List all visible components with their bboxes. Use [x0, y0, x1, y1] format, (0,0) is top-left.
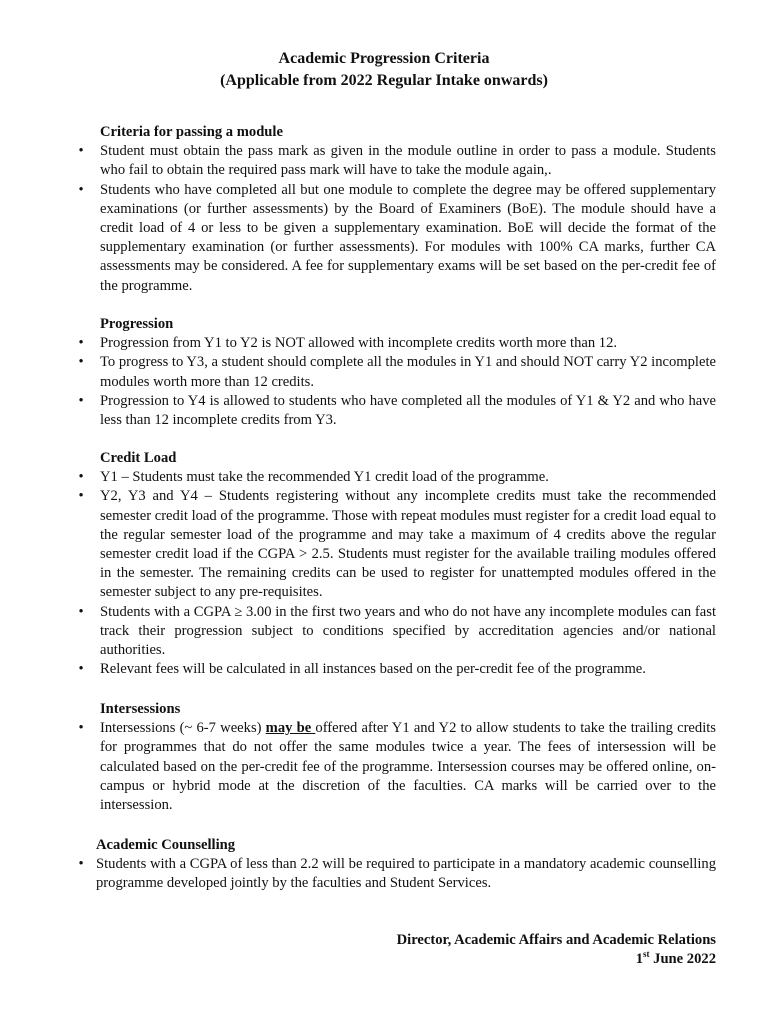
list-item-text: Students with a CGPA ≥ 3.00 in the first two years and who do not have any incomplete modules can fast track their progression subject to conditions specified by accreditation agencies and/or national authorities. [100, 603, 716, 659]
section-credit-load [0, 449, 768, 679]
section-heading-progression: Progression [100, 316, 174, 332]
passing-list [0, 142, 768, 296]
page-title: Academic Progression Criteria [278, 50, 490, 67]
signature-title: Director, Academic Affairs and Academic Relations [396, 932, 716, 948]
page-subtitle: (Applicable from 2022 Regular Intake onwards) [220, 72, 548, 89]
bullet-icon: • [78, 469, 84, 486]
intersessions-text-prefix: Intersessions (~ 6-7 weeks) [100, 720, 266, 737]
bullet-icon: • [78, 392, 84, 409]
bullet-icon: • [78, 354, 84, 371]
list-item-text: Students who have completed all but one module to complete the degree may be offered supplementary examinations (or further assessments) by the Board of Examiners (BoE). The module should have a credit load of 4 or less to be given a supplementary examination. BoE will decide the format of the supplementary examination (or further assessments). For modules with 100% CA marks, further CA assessments may be considered. A fee for supplementary exams will be set based on the per-credit fee of the programme. [100, 181, 716, 294]
signature-date [397, 950, 716, 969]
list-item-text: To progress to Y3, a student should complete all the modules in Y1 and should NOT carry Y2 incomplete modules worth more than 12 credits. [100, 354, 716, 390]
bullet-icon: • [78, 181, 84, 198]
list-item [0, 181, 768, 296]
bullet-icon: • [78, 335, 84, 352]
signature-block [397, 931, 716, 969]
signature-date-day: 1 [635, 951, 643, 968]
counselling-list [0, 855, 768, 893]
list-item-text: Student must obtain the pass mark as given in the module outline in order to pass a module. Students who fail to obtain the required pass mark will have to take the module again,. [100, 143, 716, 179]
list-item-text [100, 719, 716, 815]
section-heading-counselling: Academic Counselling [96, 837, 236, 853]
progression-list [0, 334, 768, 430]
list-item-text: Y2, Y3 and Y4 – Students registering without any incomplete credits must take the recommended semester credit load of the programme. Those with repeat modules must register for a credit load equal to the regular semester load of the programme and may take a maximum of 4 credits above the regular semester credit load if the CGPA > 2.5. Students must register for the available trailing modules offered in the semester. The remaining credits can be used to register for unattempted modules offered in the semester subject to any pre-requisites. [100, 488, 716, 601]
intersessions-text-suffix: offered after Y1 and Y2 to allow students to take the trailing credits for programmes that do not offer the same modules twice a year. The fees of intersession will be calculated based on the per-credit fee of the programme. Intersession courses may be offered online, on-campus or hybrid mode at the discretion of the faculties. CA marks will be carried over to the intersession. [100, 720, 716, 813]
list-item-text: Progression to Y4 is allowed to students who have completed all the modules of Y1 & Y2 and who have less than 12 incomplete credits from Y3. [100, 392, 716, 428]
signature-date-suffix: st [643, 949, 650, 960]
bullet-icon: • [78, 720, 84, 737]
section-heading-credit-load: Credit Load [100, 450, 177, 466]
list-item-text: Students with a CGPA of less than 2.2 will be required to participate in a mandatory academic counselling programme developed jointly by the faculties and Student Services. [96, 856, 716, 892]
section-heading-passing: Criteria for passing a module [100, 124, 283, 140]
list-item [0, 392, 768, 430]
credit-load-list [0, 468, 768, 679]
list-item [0, 603, 768, 661]
bullet-icon: • [78, 143, 84, 160]
section-progression [0, 315, 768, 430]
section-counselling [0, 836, 768, 894]
list-item-text: Relevant fees will be calculated in all instances based on the per-credit fee of the programme. [100, 661, 646, 678]
list-item [0, 660, 768, 679]
list-item [0, 142, 768, 180]
list-item [0, 487, 768, 602]
list-item [0, 468, 768, 487]
section-passing [0, 123, 768, 296]
bullet-icon: • [78, 856, 84, 873]
list-item [0, 353, 768, 391]
bullet-icon: • [78, 661, 84, 678]
section-intersessions [0, 700, 768, 815]
list-item-text: Progression from Y1 to Y2 is NOT allowed with incomplete credits worth more than 12. [100, 335, 618, 352]
list-item [0, 855, 768, 893]
bullet-icon: • [78, 488, 84, 505]
bullet-icon: • [78, 603, 84, 620]
list-item [0, 719, 768, 815]
list-item-text: Y1 – Students must take the recommended Y1 credit load of the programme. [100, 469, 549, 486]
intersessions-emphasis: may be [265, 720, 316, 737]
section-heading-intersessions: Intersessions [100, 701, 181, 717]
intersessions-list [0, 719, 768, 815]
signature-date-rest: June 2022 [649, 951, 716, 968]
list-item [0, 334, 768, 353]
